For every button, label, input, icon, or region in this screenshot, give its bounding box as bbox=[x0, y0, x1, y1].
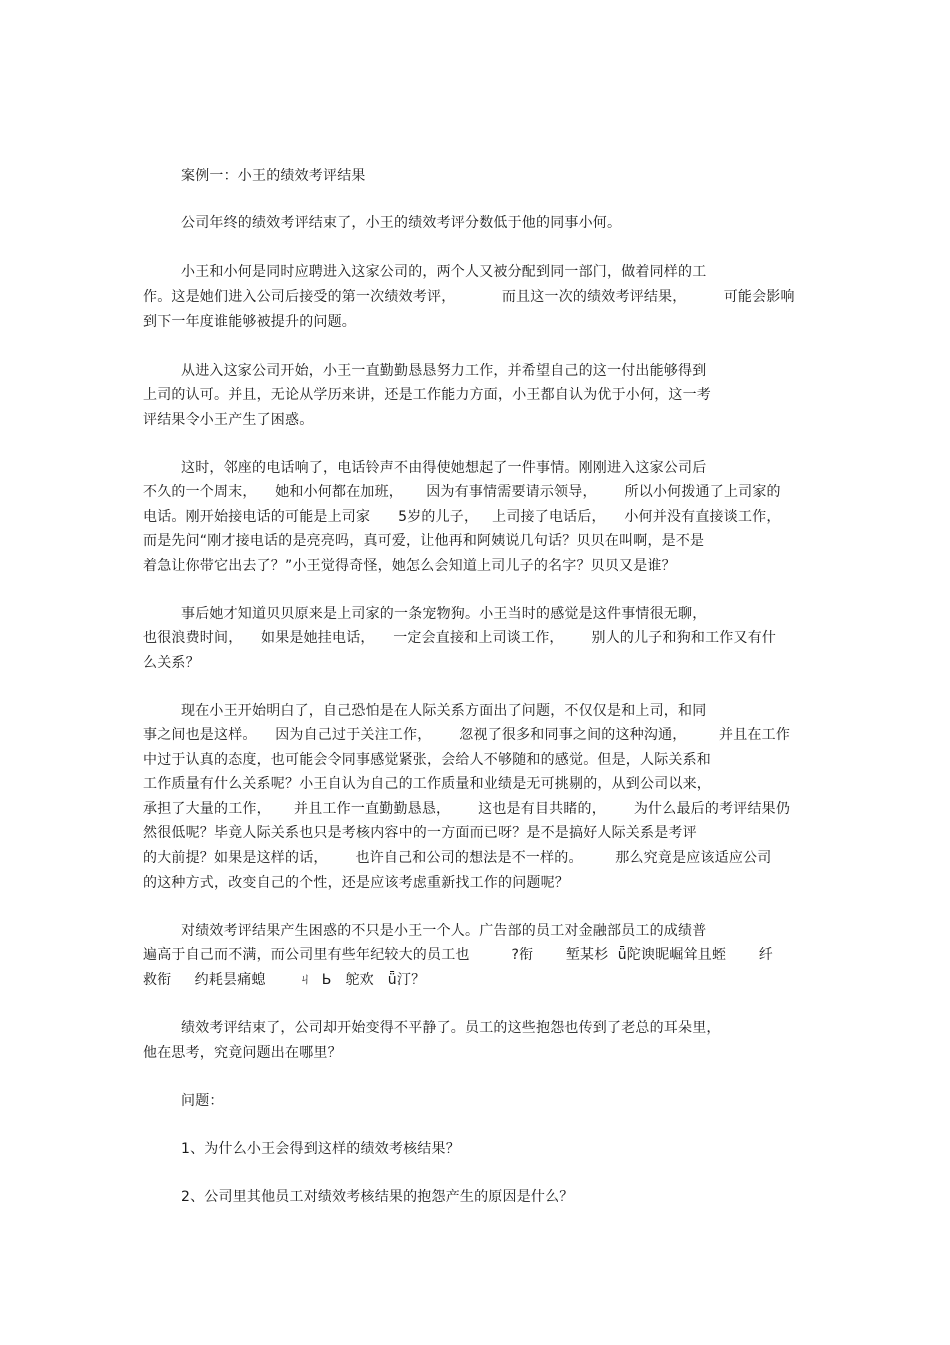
paragraph-line: 着急让你带它出去了？”小王觉得奇怪，她怎么会知道上司儿子的名字？贝贝又是谁？ bbox=[143, 558, 676, 574]
paragraph-line: 也很浪费时间， 如果是她挂电话， 一定会直接和上司谈工作， 别人的儿子和狗和工作又有什 bbox=[143, 630, 777, 646]
document-title: 案例一：小王的绩效考评结果 bbox=[181, 168, 366, 184]
paragraph-line: 遍高于自己而不满，而公司里有些年纪较大的员工也 ?衔 堑某杉 ǖ陀谀昵崛耸且蛭 纤 bbox=[143, 947, 773, 963]
paragraph-line: 不久的一个周末， 她和小何都在加班， 因为有事情需要请示领导， 所以小何拨通了上司家的 bbox=[143, 484, 781, 500]
paragraph-line: 的这种方式，改变自己的个性，还是应该考虑重新找工作的问题呢？ bbox=[143, 875, 569, 891]
paragraph-line: 现在小王开始明白了，自己恐怕是在人际关系方面出了问题，不仅仅是和上司，和同 bbox=[181, 703, 707, 719]
paragraph-line: 到下一年度谁能够被提升的问题。 bbox=[143, 314, 356, 330]
paragraph-line: 这时，邻座的电话响了，电话铃声不由得使她想起了一件事情。刚刚进入这家公司后 bbox=[181, 460, 707, 476]
paragraph-line: 救衔 约耗昙痛螅 ㄐ Ь 鸵欢 ǖ汀？ bbox=[143, 972, 426, 988]
paragraph-line: 作。这是她们进入公司后接受的第一次绩效考评， 而且这一次的绩效考评结果， 可能会影响 bbox=[143, 289, 795, 305]
paragraph-line: 电话。刚开始接电话的可能是上司家 5岁的儿子， 上司接了电话后， 小何并没有直接谈工作， bbox=[143, 509, 781, 525]
paragraph-line: 而是先问“刚才接电话的是亮亮吗，真可爱，让他再和阿姨说几句话？贝贝在叫啊，是不是 bbox=[143, 533, 705, 549]
paragraph-line: 然很低呢？毕竟人际关系也只是考核内容中的一方面而已呀？是不是搞好人际关系是考评 bbox=[143, 825, 697, 841]
paragraph-line: 评结果令小王产生了困惑。 bbox=[143, 412, 314, 428]
paragraph-line: 他在思考，究竟问题出在哪里？ bbox=[143, 1045, 342, 1061]
paragraph-line: 公司年终的绩效考评结束了，小王的绩效考评分数低于他的同事小何。 bbox=[181, 215, 622, 231]
paragraph-line: 中过于认真的态度，也可能会令同事感觉紧张，会给人不够随和的感觉。但是，人际关系和 bbox=[143, 752, 711, 768]
question-item: 1、为什么小王会得到这样的绩效考核结果？ bbox=[181, 1141, 460, 1157]
paragraph-line: 么关系？ bbox=[143, 655, 200, 671]
questions-heading: 问题： bbox=[181, 1093, 224, 1109]
paragraph-line: 上司的认可。并且，无论从学历来讲，还是工作能力方面，小王都自认为优于小何，这一考 bbox=[143, 387, 711, 403]
paragraph-line: 从进入这家公司开始，小王一直勤勤恳恳努力工作，并希望自己的这一付出能够得到 bbox=[181, 363, 707, 379]
paragraph-line: 的大前提？如果是这样的话， 也许自己和公司的想法是不一样的。 那么究竟是应该适应公司 bbox=[143, 850, 772, 866]
paragraph-line: 对绩效考评结果产生困惑的不只是小王一个人。广告部的员工对金融部员工的成绩普 bbox=[181, 923, 707, 939]
paragraph-line: 承担了大量的工作， 并且工作一直勤勤恳恳， 这也是有目共睹的， 为什么最后的考评结果仍 bbox=[143, 801, 791, 817]
question-item: 2、公司里其他员工对绩效考核结果的抱怨产生的原因是什么？ bbox=[181, 1189, 574, 1205]
paragraph-line: 事之间也是这样。 因为自己过于关注工作， 忽视了很多和同事之间的这种沟通， 并且在工作 bbox=[143, 727, 791, 743]
paragraph-line: 事后她才知道贝贝原来是上司家的一条宠物狗。小王当时的感觉是这件事情很无聊， bbox=[181, 606, 707, 622]
paragraph-line: 小王和小何是同时应聘进入这家公司的，两个人又被分配到同一部门，做着同样的工 bbox=[181, 264, 707, 280]
paragraph-line: 工作质量有什么关系呢？小王自认为自己的工作质量和业绩是无可挑剔的，从到公司以来， bbox=[143, 776, 711, 792]
paragraph-line: 绩效考评结束了，公司却开始变得不平静了。员工的这些抱怨也传到了老总的耳朵里， bbox=[181, 1020, 721, 1036]
